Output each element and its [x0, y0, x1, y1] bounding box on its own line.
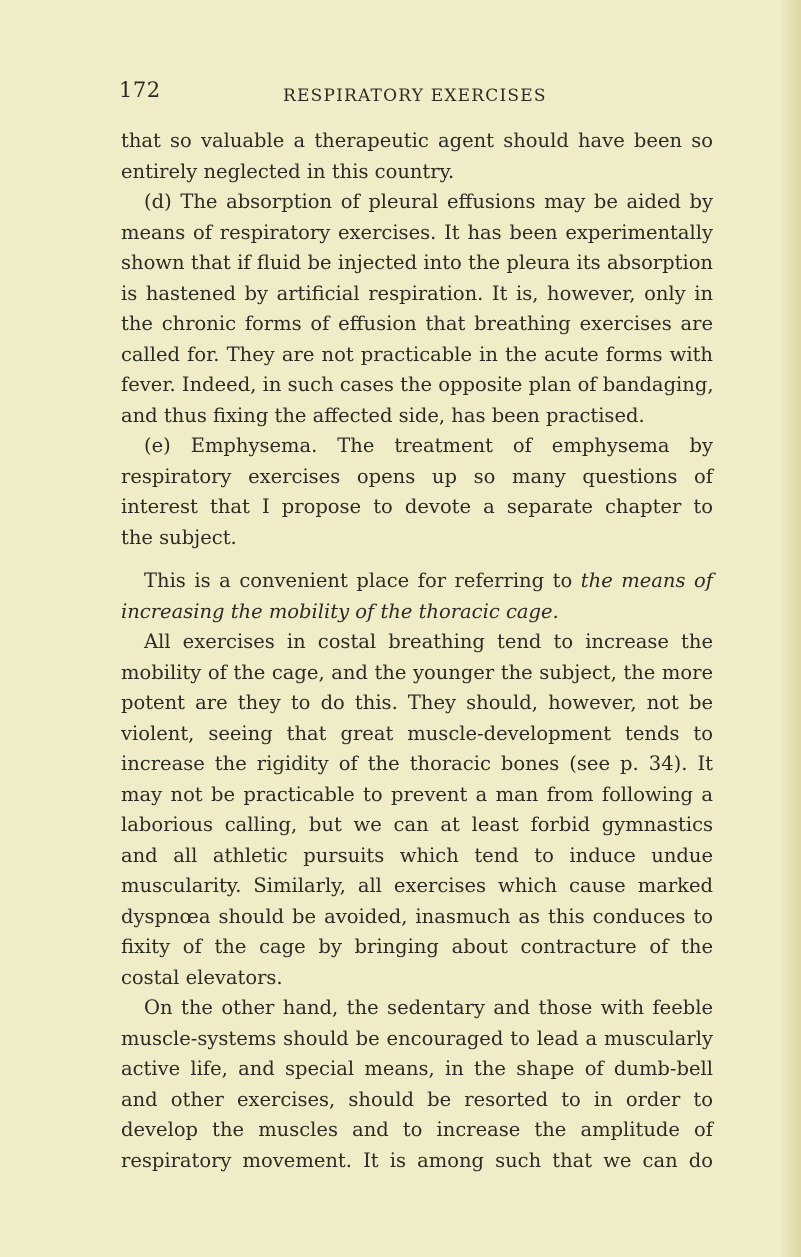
- text-line: violent, seeing that great muscle-development tends to: [121, 721, 713, 745]
- text-line: means of respiratory exercises. It has been experimentally: [121, 220, 713, 244]
- text-line-roman: This is a convenient place for referring to: [144, 569, 573, 592]
- text-line: respiratory movement. It is among such that we can do: [121, 1148, 713, 1172]
- text-line: and all athletic pursuits which tend to induce undue: [121, 843, 713, 867]
- text-line: develop the muscles and to increase the amplitude of: [121, 1118, 713, 1141]
- page-edge-shadow: [779, 0, 801, 1257]
- text-line: costal elevators.: [121, 965, 283, 989]
- text-line: called for. They are not practicable in the acute forms with: [121, 342, 713, 366]
- text-line: increase the rigidity of the thoracic bones (see p. 34). It: [121, 752, 713, 775]
- text-line: All exercises in costal breathing tend to increase the: [144, 630, 713, 653]
- text-line: is hastened by artificial respiration. It is, however, only in: [121, 281, 713, 305]
- text-line: the chronic forms of effusion that breathing exercises are: [121, 312, 713, 335]
- text-line: [121, 566, 713, 597]
- body-text: [121, 126, 713, 1176]
- text-line: [121, 597, 713, 628]
- text-line-italic: the means of: [580, 569, 714, 592]
- text-line: dyspnœa should be avoided, inasmuch as this conduces to: [121, 904, 713, 928]
- text-line: On the other hand, the sedentary and those with feeble: [144, 996, 713, 1019]
- running-header: RESPIRATORY EXERCISES: [283, 86, 547, 106]
- text-line: shown that if fluid be injected into the pleura its absorption: [121, 251, 713, 274]
- text-line: entirely neglected in this country.: [121, 159, 455, 183]
- text-line: and other exercises, should be resorted to in order to: [121, 1087, 713, 1111]
- text-line: (d) The absorption of pleural effusions may be aided by: [144, 190, 713, 213]
- text-line: respiratory exercises opens up so many questions of: [121, 464, 713, 488]
- text-line: and thus fixing the affected side, has been practised.: [121, 403, 645, 427]
- text-line: mobility of the cage, and the younger the subject, the more: [121, 660, 713, 684]
- text-line: laborious calling, but we can at least forbid gymnastics: [121, 813, 713, 836]
- text-line: the subject.: [121, 525, 237, 549]
- section-heading-italic: increasing the mobility of the thoracic cage.: [121, 599, 559, 623]
- text-line: muscularity. Similarly, all exercises which cause marked: [121, 874, 713, 897]
- page-number: 172: [119, 78, 161, 102]
- text-line: may not be practicable to prevent a man from following a: [121, 782, 713, 806]
- text-line: potent are they to do this. They should, however, not be: [121, 691, 713, 714]
- text-line: interest that I propose to devote a separate chapter to: [121, 495, 713, 518]
- text-line: that so valuable a therapeutic agent should have been so: [121, 129, 713, 152]
- text-line: fever. Indeed, in such cases the opposite plan of bandaging,: [121, 373, 714, 396]
- text-line: (e) Emphysema. The treatment of emphysema by: [144, 434, 713, 457]
- text-line: muscle-systems should be encouraged to lead a muscularly: [121, 1026, 713, 1050]
- text-line: active life, and special means, in the shape of dumb-bell: [121, 1057, 713, 1080]
- text-line: fixity of the cage by bringing about contracture of the: [121, 935, 713, 958]
